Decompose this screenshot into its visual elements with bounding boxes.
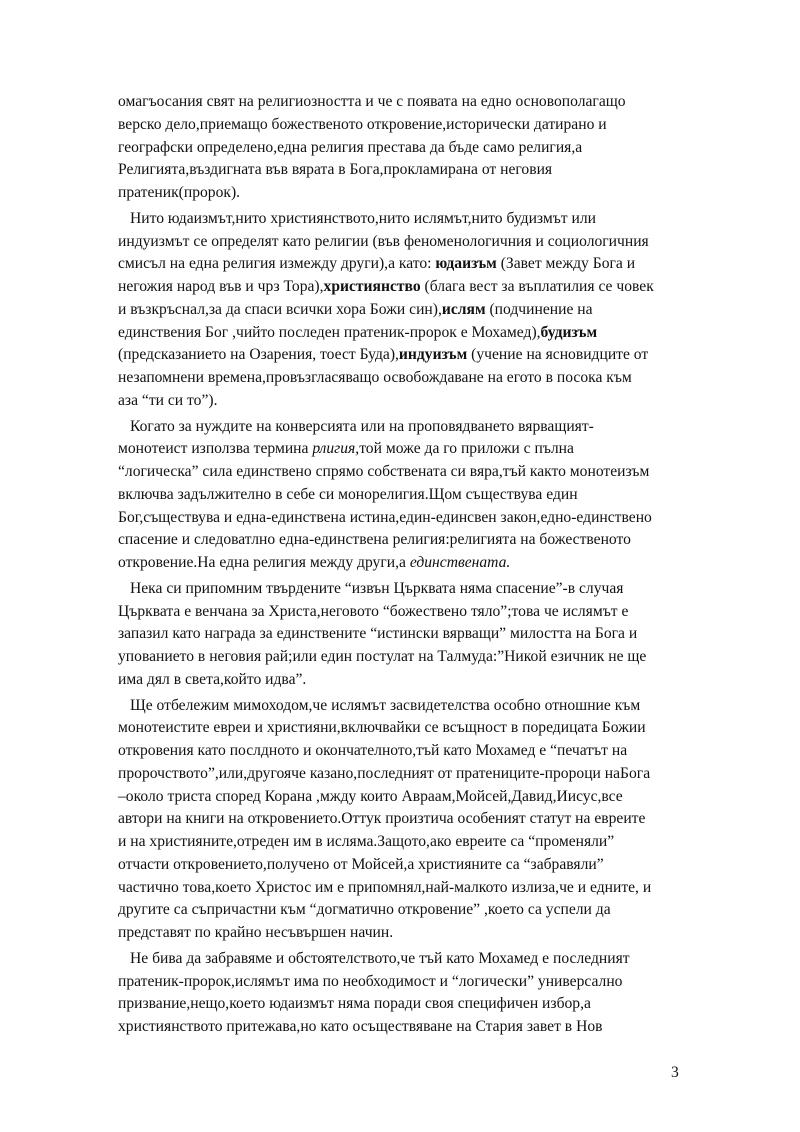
- bold-term: ислям: [441, 300, 486, 318]
- text-line: [118, 740, 694, 763]
- text-segment: Не бива да забравяме и обстоятелството,че тъй като Мохамед е последният: [130, 949, 630, 967]
- text-segment: верско дело,приемащо божественото откровение,исторически датирано и: [118, 115, 607, 133]
- text-segment: монотеист използва термина: [118, 440, 313, 458]
- text-segment: (Завет между Бога и: [496, 255, 636, 273]
- text-line: [118, 231, 694, 254]
- text-line: [118, 137, 694, 160]
- italic-term: рлигия: [312, 440, 356, 458]
- page-number: 3: [671, 1064, 679, 1081]
- text-line: [118, 623, 694, 646]
- paragraph: [118, 91, 694, 205]
- text-line: [118, 646, 694, 669]
- bold-term: християнство: [323, 278, 421, 295]
- page-text-body: [118, 91, 694, 1042]
- text-segment: и възкръснал,за да спаси всички хора Божи син),: [118, 300, 442, 318]
- text-segment: представят по крайно несъвършен начин.: [118, 924, 394, 941]
- text-segment: (учение на ясновидците от: [467, 346, 649, 364]
- text-segment: призвание,нещо,което юдаизмът няма поради своя специфичен избор,а: [118, 995, 591, 1013]
- text-line: [118, 367, 694, 390]
- text-line: [118, 484, 694, 507]
- text-segment: запазил като награда за единствените “истински вярващи” милостта на Бога и: [118, 625, 638, 643]
- text-segment: индуизмът се определят като религии (във феноменологичния и социологичния: [118, 232, 649, 250]
- text-line: [118, 461, 694, 484]
- text-segment: има дял в света,който идва”.: [118, 670, 307, 688]
- text-segment: “логическа” сила единствено спрямо собствената си вяра,тъй както монотеизъм: [118, 463, 650, 480]
- text-segment: (блага вест за въплатилия се човек: [420, 278, 654, 295]
- text-segment: (предсказанието на Озарения, тоест Буда),: [118, 346, 399, 364]
- italic-term: единствената.: [409, 554, 511, 571]
- paragraph: [118, 416, 694, 575]
- text-line: [118, 786, 694, 809]
- bold-term: будизъм: [540, 323, 598, 341]
- text-segment: откровения като послдното и окончателното,тъй като Мохамед е “печатът на: [118, 742, 628, 759]
- text-segment: аза “ти си то”).: [118, 391, 218, 409]
- text-segment: Бог,съществува и една-единствена истина,един-единсвен закон,едно-единствено: [118, 508, 652, 526]
- text-segment: монотеистите евреи и християни,включвайки се всъщност в поредицата Божии: [118, 719, 646, 737]
- text-segment: другите са съпричастни към “догматично откровение” ,което са успели да: [118, 901, 611, 919]
- text-line: [118, 831, 694, 854]
- text-segment: включва задължително в себе си монорелигия.Щом съществува един: [118, 485, 578, 503]
- text-segment: упованието в неговия рай;или един постулат на Талмуда:”Никой езичник не ще: [118, 648, 647, 665]
- text-segment: омагъосания свят на религиозността и че с появата на едно основополагащо: [118, 93, 626, 110]
- text-line: [118, 669, 694, 692]
- bold-term: индуизъм: [398, 346, 468, 364]
- text-segment: автори на книги на откровението.Оттук произтича особеният статут на евреите: [118, 810, 646, 828]
- text-line: [118, 601, 694, 624]
- text-line: [118, 695, 694, 718]
- text-segment: пратеник(пророк).: [118, 184, 241, 201]
- text-line: [118, 922, 694, 945]
- text-line: [118, 416, 694, 439]
- text-segment: Религията,въздигната във вярата в Бога,прокламирана от неговия: [118, 161, 553, 179]
- text-line: [118, 552, 694, 575]
- text-segment: частично това,което Христос им е припомнял,най-малкото излиза,че и едните, и: [118, 878, 652, 896]
- text-line: [118, 717, 694, 740]
- text-segment: отчасти откровението,получено от Мойсей,а християните са “забравяли”: [118, 855, 604, 873]
- text-segment: ,той може да го приложи с пълна: [355, 440, 574, 458]
- text-line: [118, 390, 694, 413]
- text-line: [118, 1016, 694, 1039]
- text-segment: християнството притежава,но като осъществяване на Стария завет в Нов: [118, 1018, 603, 1035]
- text-line: [118, 91, 694, 114]
- text-line: [118, 114, 694, 137]
- text-line: [118, 971, 694, 994]
- text-line: [118, 344, 694, 367]
- text-line: [118, 578, 694, 601]
- text-line: [118, 299, 694, 322]
- text-line: [118, 322, 694, 345]
- text-segment: (подчинение на: [485, 300, 593, 318]
- paragraph: [118, 695, 694, 945]
- text-segment: смисъл на една религия измежду други),а като:: [118, 255, 436, 273]
- text-segment: единствения Бог ,чийто последен пратеник-пророк е Мохамед),: [118, 323, 541, 341]
- text-line: [118, 276, 694, 299]
- text-line: [118, 159, 694, 182]
- text-segment: пророчството”,или,другояче казано,последният от пратениците-пророци наБога: [118, 764, 651, 782]
- text-line: [118, 208, 694, 231]
- text-segment: и на християните,отреден им в исляма.Защото,ако евреите са “променяли”: [118, 833, 615, 850]
- text-line: [118, 438, 694, 461]
- bold-term: юдаизъм: [435, 255, 497, 273]
- text-line: [118, 529, 694, 552]
- paragraph: [118, 208, 694, 413]
- text-segment: –около триста според Корана ,мжду които Авраам,Мойсей,Давид,Иисус,все: [118, 787, 623, 805]
- paragraph: [118, 578, 694, 692]
- text-segment: географски определено,една религия престава да бъде само религия,а: [118, 138, 583, 156]
- text-line: [118, 993, 694, 1016]
- text-segment: Нито юдаизмът,нито християнството,нито ислямът,нито будизмът или: [130, 209, 596, 227]
- text-line: [118, 854, 694, 877]
- text-segment: негожия народ във и чрз Тора),: [118, 278, 324, 295]
- text-line: [118, 877, 694, 900]
- text-line: [118, 899, 694, 922]
- text-line: [118, 253, 694, 276]
- text-segment: Църквата е венчана за Христа,неговото “божествено тяло”;това че ислямът е: [118, 602, 629, 620]
- text-line: [118, 507, 694, 530]
- text-segment: Когато за нуждите на конверсията или на проповядването вярващият-: [130, 417, 594, 435]
- text-segment: Нека си припомним твърдените “извън Църквата няма спасение”-в случая: [130, 579, 624, 597]
- text-line: [118, 808, 694, 831]
- text-segment: пратеник-пророк,ислямът има по необходимост и “логически” универсално: [118, 972, 623, 990]
- text-segment: спасение и следоватлно една-единствена религия:религията на божественото: [118, 531, 631, 549]
- paragraph: [118, 948, 694, 1039]
- text-line: [118, 763, 694, 786]
- text-line: [118, 182, 694, 205]
- text-segment: откровение.На една религия между други,а: [118, 554, 410, 571]
- text-segment: незапомнени времена,провъзгласяващо освобождаване на егото в посока към: [118, 369, 632, 386]
- text-line: [118, 948, 694, 971]
- text-segment: Ще отбележим мимоходом,че ислямът засвидетелства особно отношние към: [130, 696, 641, 714]
